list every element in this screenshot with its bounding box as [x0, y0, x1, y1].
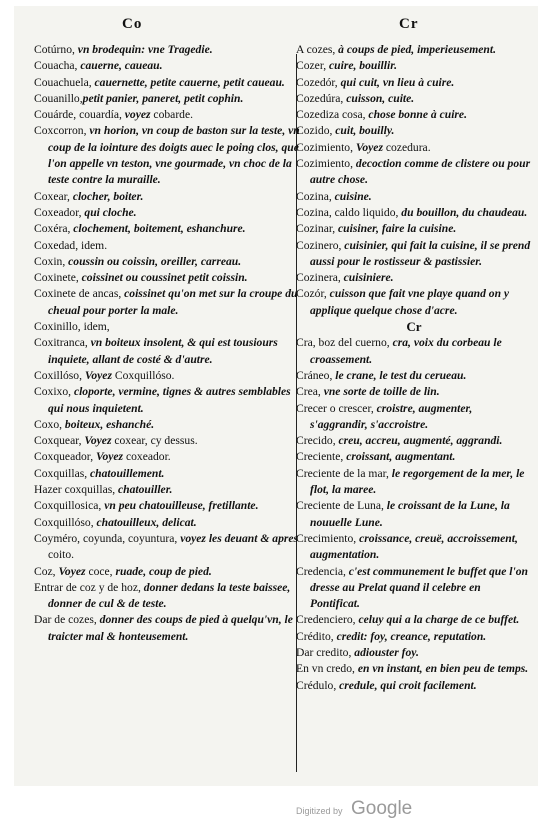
definition: Voyez	[58, 564, 86, 578]
definition: vn boiteux insolent, & qui est tousiours inquiete, allant de costé & d'autre.	[48, 336, 278, 366]
definition: qui cloche.	[81, 205, 137, 219]
headword: Coxedad, idem.	[34, 238, 108, 252]
definition: le croissant de la Lune, la nouuelle Lune.	[310, 499, 510, 529]
headword: Cozimiento,	[296, 157, 353, 171]
dictionary-entry	[296, 189, 532, 205]
dictionary-entry	[296, 205, 532, 221]
headword: Cozedúra,	[296, 91, 344, 105]
definition: chatouiller.	[115, 483, 173, 497]
definition: croissance, creuë, accroissement, augmentation.	[310, 531, 518, 562]
digitized-label: Digitized by	[296, 806, 343, 816]
dictionary-entry	[296, 678, 532, 694]
headword: Cozido,	[296, 124, 333, 138]
headword: Coxillóso,	[34, 368, 85, 382]
definition: cauernette, petite cauerne, petit caueau.	[91, 75, 285, 89]
headword: Entrar de coz y de hoz,	[34, 580, 141, 594]
dictionary-entry	[296, 270, 532, 286]
headword: Creciente,	[296, 450, 344, 464]
headword: Coxquillóso,	[34, 515, 94, 529]
definition: chose bonne à cuire.	[365, 108, 467, 122]
dictionary-entry	[34, 254, 304, 270]
headword: cobarde.	[150, 108, 194, 122]
dictionary-entry	[296, 433, 532, 449]
dictionary-entry	[296, 107, 532, 123]
dictionary-entry	[296, 42, 532, 58]
definition: qui cuit, vn lieu à cuire.	[337, 75, 455, 89]
definition: cuisson que fait vne playe quand on y applique quelque chose d'acre.	[310, 287, 510, 317]
dictionary-entry	[34, 42, 304, 58]
dictionary-entry	[34, 482, 304, 498]
headword: Couachuela,	[34, 75, 92, 89]
headword: Coxquear,	[34, 434, 85, 448]
headword: Coxquillas,	[34, 466, 88, 480]
definition: cuisson, cuite.	[343, 91, 415, 105]
definition: cuisinier, qui fait la cuisine, il se prend aussi pour le rostisseur & pastissier.	[310, 238, 531, 268]
headword: Cozór,	[296, 287, 327, 301]
dictionary-entry	[34, 221, 304, 237]
definition: croistre, augmenter, s'aggrandir, s'accroistre.	[310, 401, 473, 431]
dictionary-entry	[34, 368, 304, 384]
definition: Voyez	[84, 368, 112, 382]
dictionary-entry	[34, 286, 304, 319]
definition: chatouillement.	[87, 466, 165, 480]
headword: Coxqueador,	[34, 450, 96, 464]
definition: coussin ou coissin, oreiller, carreau.	[65, 254, 242, 268]
headword: Credencia,	[296, 564, 346, 578]
headword: Creciente de Luna,	[296, 499, 384, 513]
definition: cuisiner, faire la cuisine.	[335, 222, 457, 236]
right-column	[296, 42, 532, 694]
definition: cauerne, caueau.	[77, 59, 163, 73]
headword: Crecer o crescer,	[296, 401, 374, 415]
headword: Cozimiento,	[296, 140, 356, 154]
definition: petit panier, paneret, petit cophin.	[82, 91, 244, 105]
definition: boiteux, eshanché.	[62, 417, 155, 431]
definition: chatouilleux, delicat.	[93, 515, 197, 529]
headword: Coxinete de ancas,	[34, 287, 122, 301]
definition: clochement, boitement, eshanchure.	[70, 222, 246, 236]
definition: voyez les deuant & apres	[180, 531, 299, 545]
dictionary-entry	[34, 189, 304, 205]
headword: Cozinar,	[296, 222, 336, 236]
headword: Coxin,	[34, 254, 66, 268]
dictionary-entry	[296, 286, 532, 319]
headword: Coxquillóso.	[111, 368, 175, 382]
headword: Crédito,	[296, 629, 334, 643]
dictionary-entry	[296, 564, 532, 613]
headword: Couárde, couardía,	[34, 108, 125, 122]
dictionary-entry	[34, 58, 304, 74]
dictionary-entry	[296, 221, 532, 237]
headword: Cozinera,	[296, 271, 341, 285]
dictionary-entry	[34, 433, 304, 449]
headword: coce,	[85, 564, 113, 578]
dictionary-entry	[34, 75, 304, 91]
dictionary-entry	[296, 661, 532, 677]
headword: Hazer coxquillas,	[34, 483, 116, 497]
dictionary-entry	[296, 449, 532, 465]
definition: credule, qui croit facilement.	[336, 678, 477, 692]
dictionary-entry	[296, 401, 532, 434]
headword: Cozinero,	[296, 238, 342, 252]
definition: ruade, coup de pied.	[112, 564, 212, 578]
definition: vne sorte de toille de lin.	[320, 385, 440, 399]
running-head-right: Cr	[399, 16, 419, 32]
definition: Voyez	[96, 450, 124, 464]
headword: Coxixo,	[34, 385, 72, 399]
left-column	[34, 42, 304, 645]
headword: Coyméro, coyunda, coyuntura,	[34, 531, 181, 545]
headword: Cra, boz del cuerno,	[296, 336, 390, 350]
headword: Cozer,	[296, 59, 327, 73]
dictionary-entry	[296, 531, 532, 564]
headword: Coxinete,	[34, 271, 79, 285]
digitized-footer	[296, 798, 412, 820]
definition: Voyez	[84, 434, 112, 448]
dictionary-entry	[296, 384, 532, 400]
headword: Crecido,	[296, 434, 336, 448]
dictionary-entry	[34, 449, 304, 465]
dictionary-entry	[34, 612, 304, 645]
dictionary-entry	[34, 270, 304, 286]
headword: A cozes,	[296, 43, 336, 56]
definition: adiouster foy.	[351, 645, 419, 659]
headword: Cráneo,	[296, 368, 333, 382]
definition: cloporte, vermine, tignes & autres semblables qui nous inquietent.	[48, 385, 291, 415]
running-head-left: Co	[122, 16, 143, 32]
dictionary-entry	[296, 91, 532, 107]
dictionary-entry	[296, 156, 532, 189]
dictionary-entry	[296, 466, 532, 499]
definition: donner dedans la teste baissee, donner de cul & de teste.	[48, 580, 291, 611]
dictionary-entry	[34, 91, 304, 107]
dictionary-entry	[34, 580, 304, 613]
headword: Cozedór,	[296, 75, 338, 89]
definition: vn peu chatouilleuse, fretillante.	[101, 499, 259, 513]
definition: le crane, le test du cerueau.	[332, 368, 467, 382]
dictionary-entry	[34, 384, 304, 417]
dictionary-entry	[34, 319, 304, 335]
headword: Coxear,	[34, 189, 70, 203]
headword: Couanillo,	[34, 91, 83, 105]
definition: à coups de pied, imperieusement.	[335, 43, 496, 56]
headword: Coxcorron,	[34, 124, 87, 138]
definition: celuy qui a la charge de ce buffet.	[355, 613, 520, 627]
google-logo: Google	[350, 798, 413, 819]
dictionary-entry	[296, 335, 532, 368]
definition: cuit, bouilly.	[332, 124, 395, 138]
headword: Crédulo,	[296, 678, 337, 692]
definition: donner des coups de pied à quelqu'vn, le traicter mal & honteusement.	[48, 613, 293, 643]
dictionary-entry	[296, 140, 532, 156]
definition: vn horion, vn coup de baston sur la teste, vn coup de la iointure des doigts auec le poing clos, que l'on appelle vn teston, vne gourmade, vn choc de la teste contre la muraille.	[48, 124, 300, 187]
definition: cra, voix du corbeau le croassement.	[310, 336, 502, 366]
headword: Coxo,	[34, 417, 63, 431]
headword: Coxinillo, idem,	[34, 320, 110, 334]
dictionary-entry	[296, 238, 532, 271]
headword: Coxéra,	[34, 222, 71, 236]
dictionary-entry	[296, 75, 532, 91]
headword: Dar credito,	[296, 645, 352, 659]
dictionary-entry	[34, 238, 304, 254]
headword: coxear, cy dessus.	[111, 434, 198, 448]
dictionary-entry	[296, 58, 532, 74]
headword: Coz,	[34, 564, 59, 578]
headword: Crecimiento,	[296, 531, 357, 545]
dictionary-entry	[296, 645, 532, 661]
dictionary-entry	[34, 123, 304, 188]
definition: cuisiniere.	[340, 271, 394, 285]
dictionary-entry	[296, 498, 532, 531]
dictionary-entry	[296, 123, 532, 139]
dictionary-entry	[34, 107, 304, 123]
headword: En vn credo,	[296, 662, 355, 676]
headword: Cozina,	[296, 189, 332, 203]
book-page	[14, 6, 538, 786]
headword: Creciente de la mar,	[296, 466, 389, 480]
definition: croissant, augmentant.	[343, 450, 456, 464]
dictionary-entry	[34, 498, 304, 514]
definition: clocher, boiter.	[69, 189, 144, 203]
headword: cozedura.	[382, 140, 431, 154]
definition: Voyez	[355, 140, 383, 154]
definition: voyez	[124, 108, 151, 122]
dictionary-entry	[34, 515, 304, 531]
headword: Crea,	[296, 385, 321, 399]
dictionary-entry	[34, 466, 304, 482]
headword: coxeador.	[123, 450, 171, 464]
headword: Cotúrno,	[34, 43, 75, 56]
headword: Coxeador,	[34, 205, 82, 219]
dictionary-entry	[34, 335, 304, 368]
dictionary-entry	[34, 205, 304, 221]
definition: decoction comme de clistere ou pour autre chose.	[310, 157, 531, 187]
dictionary-entry	[296, 368, 532, 384]
dictionary-entry	[34, 417, 304, 433]
dictionary-entry	[296, 629, 532, 645]
headword: Couacha,	[34, 59, 78, 73]
definition: credit: foy, creance, reputation.	[333, 629, 487, 643]
dictionary-entry	[34, 531, 304, 564]
definition: coissinet qu'on met sur la croupe du cheual pour porter la male.	[48, 287, 298, 317]
headword: Dar de cozes,	[34, 613, 97, 627]
headword: coito.	[48, 548, 75, 562]
definition: le regorgement de la mer, le flot, la maree.	[310, 466, 525, 497]
dictionary-entry	[34, 564, 304, 580]
dictionary-entry	[296, 612, 532, 628]
headword: Coxquillosica,	[34, 499, 102, 513]
section-heading: Cr	[406, 319, 422, 335]
definition: c'est communement le buffet que l'on dresse au Prelat quand il celebre en Pontificat.	[310, 564, 528, 611]
headword: Cozina, caldo liquido,	[296, 205, 399, 219]
definition: vn brodequin: vne Tragedie.	[74, 43, 213, 56]
headword: Coxitranca,	[34, 336, 88, 350]
definition: creu, accreu, augmenté, aggrandi.	[335, 434, 503, 448]
definition: cuisine.	[331, 189, 372, 203]
headword: Credenciero,	[296, 613, 356, 627]
definition: cuire, bouillir.	[326, 59, 397, 73]
headword: Cozediza cosa,	[296, 108, 366, 122]
definition: en vn instant, en bien peu de temps.	[354, 662, 529, 676]
definition: du bouillon, du chaudeau.	[398, 205, 528, 219]
definition: coissinet ou coussinet petit coissin.	[78, 271, 248, 285]
